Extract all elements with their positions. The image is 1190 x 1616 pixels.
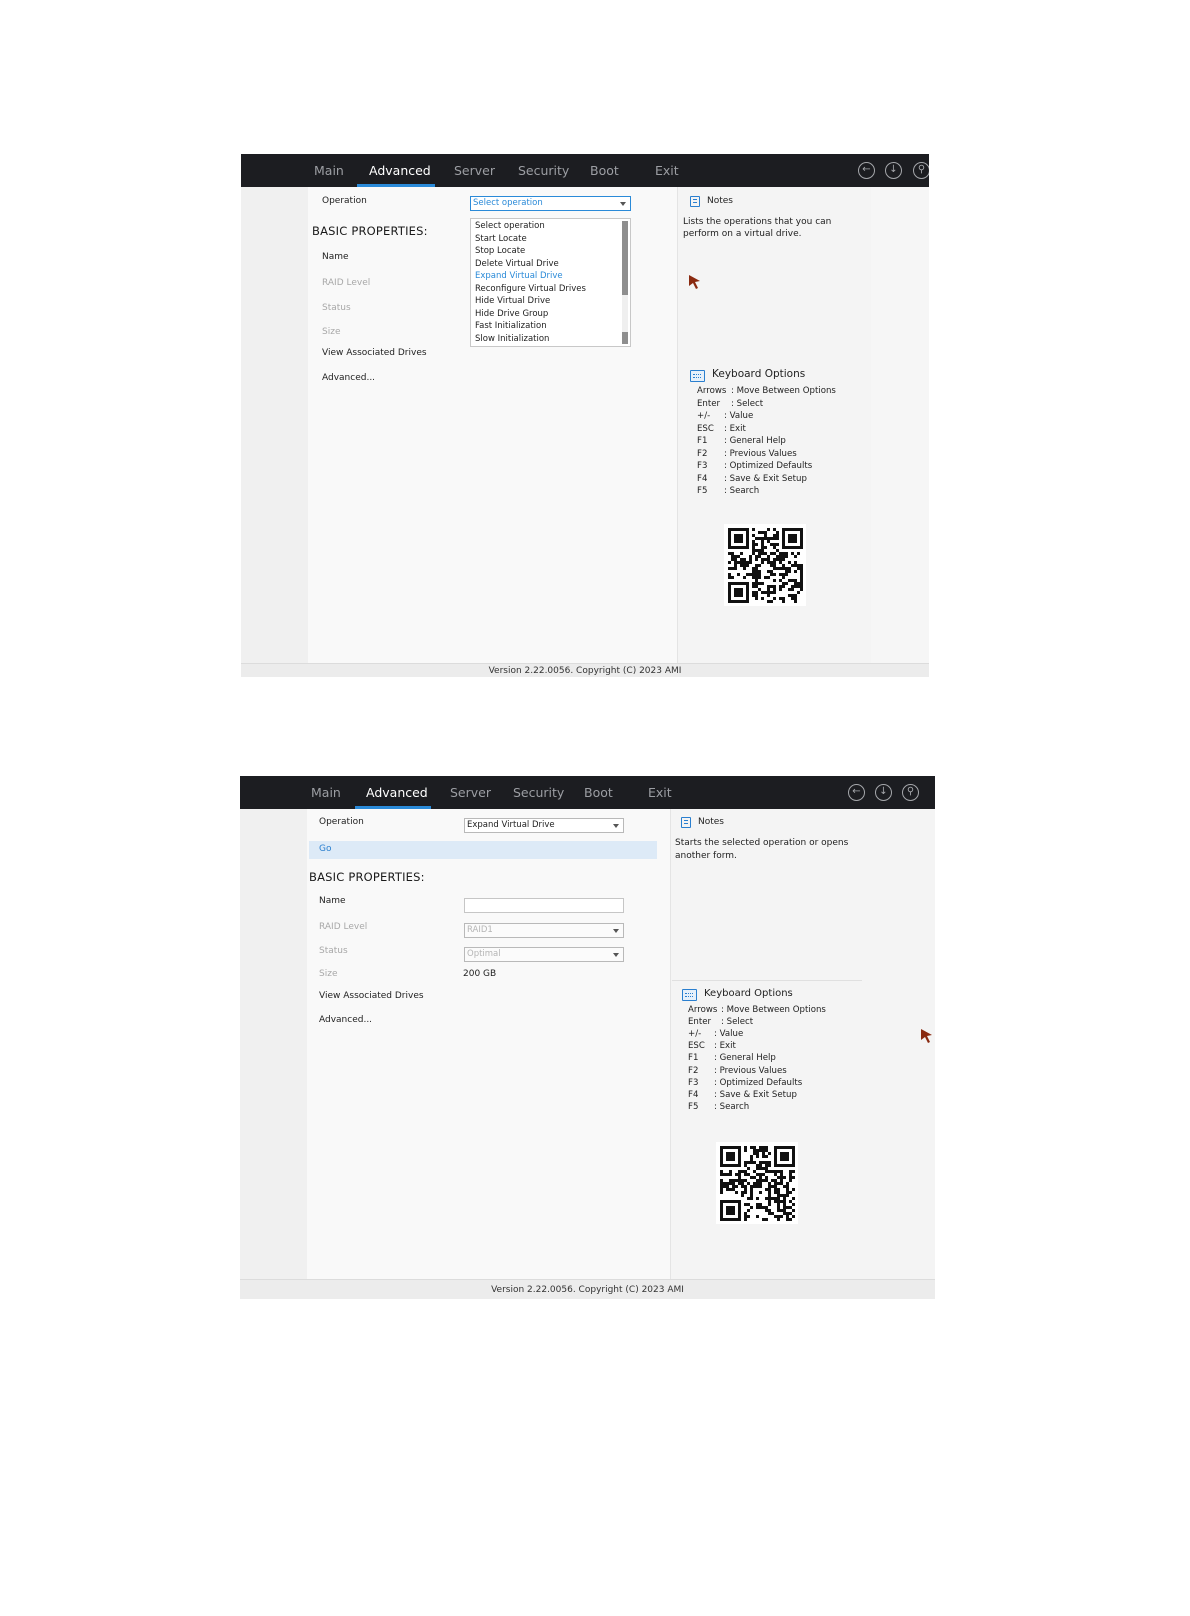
- top-navigation-bar: [241, 154, 929, 187]
- key-desc: : General Help: [714, 1053, 776, 1063]
- key-desc: : Exit: [724, 423, 746, 434]
- key-name: F3: [688, 1078, 699, 1088]
- notes-icon: [681, 817, 691, 828]
- version-footer: Version 2.22.0056. Copyright (C) 2023 AMI: [240, 1279, 935, 1299]
- status-label: Status: [319, 946, 348, 956]
- key-desc: : Select: [721, 1017, 754, 1027]
- notes-text-line: Lists the operations that you can: [683, 217, 832, 227]
- dropdown-option[interactable]: Delete Virtual Drive: [475, 258, 559, 269]
- basic-properties-heading: BASIC PROPERTIES:: [309, 870, 425, 884]
- key-name: +/-: [697, 411, 711, 421]
- go-button[interactable]: [309, 841, 657, 859]
- tab-advanced[interactable]: Advanced: [366, 785, 428, 800]
- raid-level-value: RAID1: [467, 925, 493, 935]
- key-name: F5: [688, 1102, 699, 1112]
- key-desc: : Optimized Defaults: [714, 1078, 803, 1088]
- go-label: Go: [319, 844, 332, 854]
- dropdown-option[interactable]: Reconfigure Virtual Drives: [475, 283, 586, 294]
- back-arrow-icon[interactable]: ←: [858, 162, 875, 179]
- key-desc: : Exit: [714, 1041, 736, 1051]
- notes-text-line: perform on a virtual drive.: [683, 229, 802, 239]
- top-navigation-bar: [240, 776, 935, 809]
- view-associated-drives-link[interactable]: View Associated Drives: [322, 348, 427, 358]
- size-label: Size: [319, 969, 338, 979]
- dropdown-option-highlighted[interactable]: Expand Virtual Drive: [475, 271, 563, 281]
- name-label: Name: [322, 252, 349, 262]
- raid-level-select: [464, 923, 624, 938]
- search-icon[interactable]: ⚲: [913, 162, 929, 179]
- tab-exit[interactable]: Exit: [648, 785, 672, 800]
- key-desc: : Optimized Defaults: [724, 461, 813, 471]
- operation-select-value: Select operation: [473, 198, 543, 208]
- size-value: 200 GB: [463, 969, 497, 979]
- operation-label: Operation: [322, 196, 367, 206]
- mouse-pointer-icon: [920, 1028, 934, 1044]
- status-select: [464, 947, 624, 962]
- keyboard-icon: [682, 989, 697, 1001]
- key-name: Enter: [688, 1017, 712, 1027]
- download-icon[interactable]: ↓: [875, 784, 892, 801]
- operation-select[interactable]: [464, 818, 624, 833]
- help-panel: [670, 809, 935, 1279]
- tab-advanced[interactable]: Advanced: [369, 163, 431, 178]
- tab-boot[interactable]: Boot: [584, 785, 613, 800]
- notes-text-line: Starts the selected operation or opens: [675, 838, 849, 848]
- download-icon[interactable]: ↓: [885, 162, 902, 179]
- key-name: +/-: [688, 1029, 702, 1039]
- dropdown-option[interactable]: Hide Virtual Drive: [475, 296, 551, 306]
- bios-screenshot-dropdown-open: [241, 154, 929, 677]
- dropdown-option[interactable]: Start Locate: [475, 233, 527, 244]
- tab-boot[interactable]: Boot: [590, 163, 619, 178]
- key-name: F5: [697, 486, 708, 496]
- key-name: Arrows: [697, 386, 727, 396]
- notes-text-line: another form.: [675, 851, 737, 861]
- key-desc: : Previous Values: [714, 1065, 787, 1076]
- raid-level-label: RAID Level: [319, 922, 368, 932]
- key-name: F4: [688, 1090, 699, 1100]
- dropdown-option[interactable]: Fast Initialization: [475, 321, 547, 331]
- mouse-pointer-icon: [688, 274, 702, 290]
- dropdown-option[interactable]: Slow Initialization: [475, 333, 550, 344]
- chevron-down-icon: [620, 202, 626, 206]
- scrollbar-thumb-bottom[interactable]: [622, 332, 628, 344]
- key-desc: : Search: [724, 486, 760, 496]
- back-arrow-icon[interactable]: ←: [848, 784, 865, 801]
- version-footer: Version 2.22.0056. Copyright (C) 2023 AMI: [241, 663, 929, 677]
- raid-level-label: RAID Level: [322, 278, 371, 288]
- dropdown-scrollbar[interactable]: [622, 221, 628, 344]
- status-value: Optimal: [467, 949, 501, 959]
- key-name: Arrows: [688, 1005, 718, 1015]
- dropdown-option[interactable]: Select operation: [475, 221, 545, 231]
- scrollbar-thumb-top[interactable]: [622, 221, 628, 295]
- notes-title: Notes: [707, 196, 733, 206]
- status-label: Status: [322, 303, 351, 313]
- notes-icon: [690, 196, 700, 207]
- tab-exit[interactable]: Exit: [655, 163, 679, 178]
- chevron-down-icon: [613, 953, 619, 957]
- key-name: F3: [697, 461, 708, 471]
- operation-dropdown-list[interactable]: [470, 218, 631, 347]
- qr-code-icon: [724, 524, 806, 606]
- key-name: F2: [688, 1065, 699, 1076]
- basic-properties-heading: BASIC PROPERTIES:: [312, 224, 428, 238]
- keyboard-options-title: Keyboard Options: [712, 368, 806, 380]
- view-associated-drives-link[interactable]: View Associated Drives: [319, 991, 424, 1001]
- key-desc: : Value: [724, 411, 754, 421]
- search-icon[interactable]: ⚲: [902, 784, 919, 801]
- key-name: F2: [697, 448, 708, 459]
- key-desc: : Select: [731, 398, 764, 409]
- keyboard-icon: [690, 370, 705, 382]
- key-name: F1: [688, 1053, 699, 1063]
- panel-divider: [672, 980, 862, 981]
- chevron-down-icon: [613, 824, 619, 828]
- key-desc: : General Help: [724, 436, 786, 446]
- size-label: Size: [322, 327, 341, 337]
- tab-main[interactable]: Main: [314, 163, 344, 178]
- key-name: Enter: [697, 398, 721, 409]
- key-desc: : Previous Values: [724, 448, 797, 459]
- name-label: Name: [319, 896, 346, 906]
- key-desc: : Search: [714, 1102, 750, 1112]
- tab-security[interactable]: Security: [513, 785, 565, 800]
- left-margin: [241, 187, 308, 663]
- key-name: ESC: [697, 423, 714, 434]
- tab-server[interactable]: Server: [454, 163, 495, 178]
- advanced-link[interactable]: Advanced...: [319, 1015, 373, 1025]
- advanced-link[interactable]: Advanced...: [322, 373, 376, 383]
- key-desc: : Move Between Options: [731, 386, 836, 396]
- dropdown-option[interactable]: Stop Locate: [475, 246, 526, 256]
- dropdown-option[interactable]: Hide Drive Group: [475, 308, 549, 319]
- left-margin: [240, 809, 307, 1279]
- key-desc: : Save & Exit Setup: [714, 1090, 797, 1100]
- chevron-down-icon: [613, 929, 619, 933]
- key-desc: : Save & Exit Setup: [724, 473, 807, 484]
- tab-security[interactable]: Security: [518, 163, 570, 178]
- key-desc: : Move Between Options: [721, 1005, 826, 1015]
- tab-server[interactable]: Server: [450, 785, 491, 800]
- key-desc: : Value: [714, 1029, 744, 1039]
- key-name: ESC: [688, 1041, 705, 1051]
- operation-select[interactable]: [470, 196, 631, 211]
- qr-code-icon: [716, 1142, 798, 1224]
- tab-main[interactable]: Main: [311, 785, 341, 800]
- key-name: F4: [697, 473, 708, 484]
- bios-screenshot-operation-selected: [240, 776, 935, 1299]
- key-name: F1: [697, 436, 708, 446]
- name-field[interactable]: [464, 898, 624, 913]
- operation-select-value: Expand Virtual Drive: [467, 820, 555, 830]
- notes-title: Notes: [698, 817, 724, 827]
- keyboard-options-title: Keyboard Options: [704, 988, 793, 999]
- operation-label: Operation: [319, 817, 364, 827]
